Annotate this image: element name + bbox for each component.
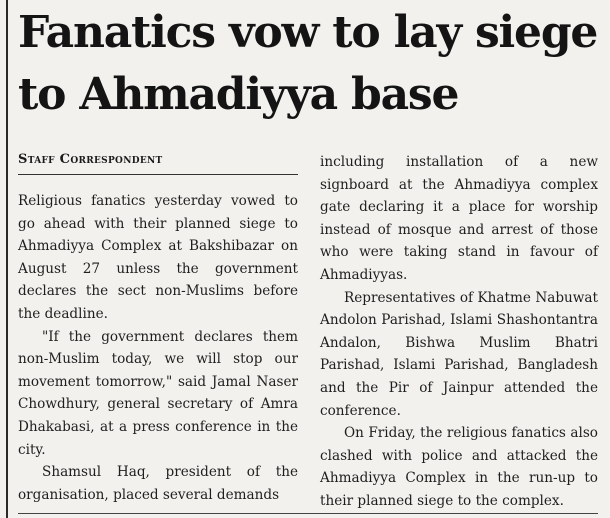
byline-rule [18, 174, 298, 175]
right-paragraph-1: including installation of a new signboard at the Ahmadiyya complex gate declaring it a place for worship instead of mosque and arrest of those who were taking stand in favour of Ahmadiyyas. [320, 154, 598, 283]
left-column [18, 190, 298, 506]
right-paragraph-2: Representatives of Khatme Nabuwat Andolon Parishad, Islami Shashontantra Andalon, Bishwa Muslim Bhatri Parishad, Islami Parishad, Bangladesh and the Pir of Jainpur attended the conference. [320, 289, 598, 419]
left-paragraph-2: "If the government declares them non-Muslim today, we will stop our movement tomorrow," said Jamal Naser Chowdhury, general secretary of Amra Dhakabasi, at a press conference in the city. [18, 328, 298, 458]
column-border-rule [6, 0, 8, 518]
left-paragraph-1: Religious fanatics yesterday vowed to go ahead with their planned siege to Ahmadiyya Complex at Bakshibazar on August 27 unless the government declares the sect non-Muslims before the deadline. [18, 193, 298, 322]
byline: Staff Correspondent [18, 152, 163, 167]
right-column [320, 151, 598, 513]
bottom-rule [18, 513, 598, 514]
headline: Fanatics vow to lay siege to Ahmadiyya base [18, 7, 598, 120]
left-paragraph-3: Shamsul Haq, president of the organisation, placed several demands [18, 464, 298, 503]
right-paragraph-3: On Friday, the religious fanatics also clashed with police and attacked the Ahmadiyya Complex in the run-up to their planned siege to the complex. [320, 425, 598, 509]
